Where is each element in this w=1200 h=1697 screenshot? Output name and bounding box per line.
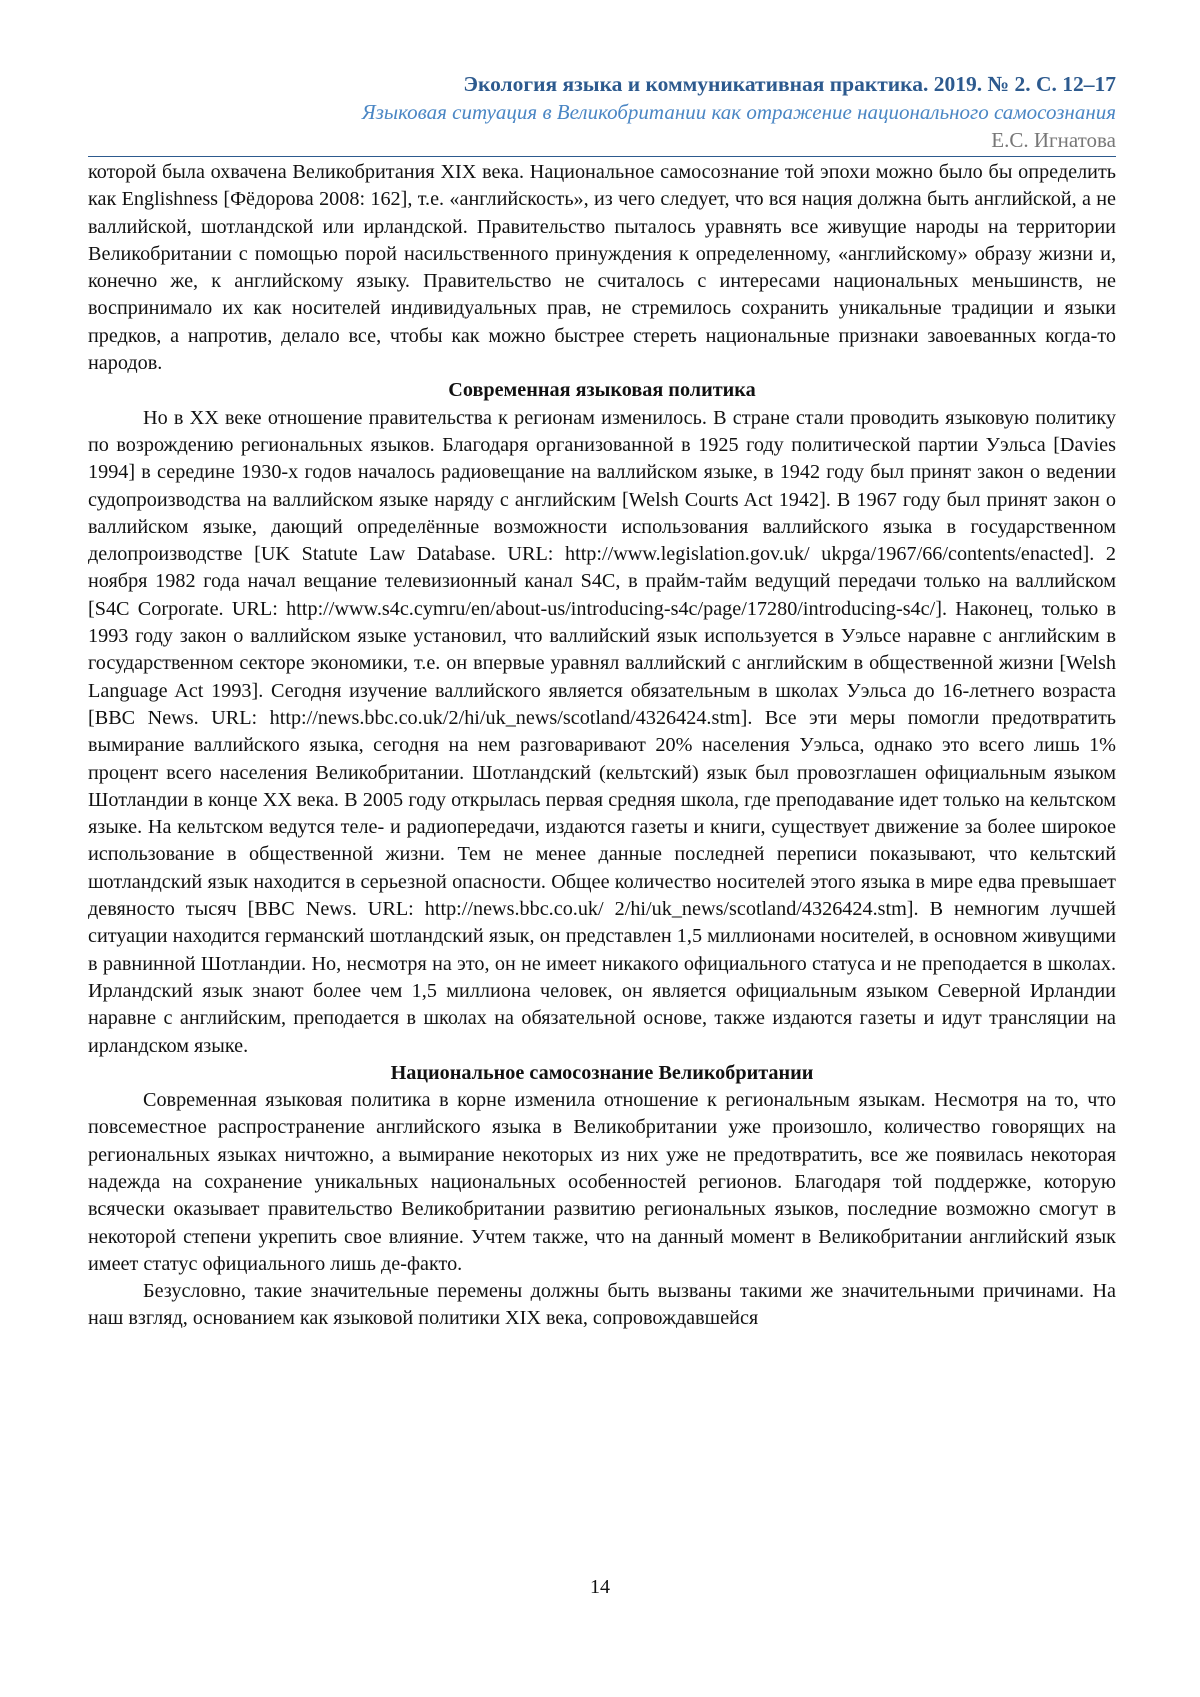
- author-name: Е.С. Игнатова: [88, 126, 1116, 154]
- page-number: 14: [0, 1576, 1200, 1599]
- running-header: [88, 70, 1116, 154]
- section-heading-national-identity: Национальное самосознание Великобритании: [88, 1060, 1116, 1087]
- paragraph-continued: которой была охвачена Великобритания XIX века. Национальное самосознание той эпохи можно было бы определить как Englishness [Фёдорова 2008: 162], т.е. «английскость», из чего следует, что вся нация должна быть английской, а не валлийской, шотландской или ирландской. Правительство пыталось уравнять все живущие народы на территории Великобритании с помощью порой насильственного принуждения к определенному, «английскому» образу жизни и, конечно же, к английскому языку. Правительство не считалось с интересами национальных меньшинств, не воспринимало их как носителей индивидуальных прав, не стремилось сохранить уникальные традиции и языки предков, а напротив, делало все, чтобы как можно быстрее стереть национальные признаки завоеванных когда-то народов.: [88, 159, 1116, 377]
- header-divider: [88, 156, 1116, 157]
- document-page: [0, 0, 1200, 1697]
- paragraph-national-identity: Современная языковая политика в корне изменила отношение к региональным языкам. Несмотря на то, что повсеместное распространение английского языка в Великобритании уже произошло, количество говорящих на региональных языках ничтожно, а вымирание некоторых из них уже не предотвратить, все же появилась некоторая надежда на сохранение уникальных национальных особенностей регионов. Благодаря той поддержке, которую всячески оказывает правительство Великобритании развитию региональных языков, последние возможно смогут в некоторой степени укрепить свое влияние. Учтем также, что на данный момент в Великобритании английский язык имеет статус официального лишь де-факто.: [88, 1087, 1116, 1278]
- section-heading-language-policy: Современная языковая политика: [88, 377, 1116, 404]
- paragraph-conclusion-start: Безусловно, такие значительные перемены должны быть вызваны такими же значительными причинами. На наш взгляд, основанием как языковой политики XIX века, сопровождавшейся: [88, 1278, 1116, 1333]
- article-title: Языковая ситуация в Великобритании как отражение национального самосознания: [88, 98, 1116, 126]
- paragraph-language-policy: Но в XX веке отношение правительства к регионам изменилось. В стране стали проводить языковую политику по возрождению региональных языков. Благодаря организованной в 1925 году политической партии Уэльса [Davies 1994] в середине 1930-х годов началось радиовещание на валлийском языке, в 1942 году был принят закон о ведении судопроизводства на валлийском языке наряду с английским [Welsh Courts Act 1942]. В 1967 году был принят закон о валлийском языке, дающий определённые возможности использования валлийского языка в государственном делопроизводстве [UK Statute Law Database. URL: http://www.legislation.gov.uk/ ukpga/1967/66/contents/enacted]. 2 ноября 1982 года начал вещание телевизионный канал S4C, в прайм-тайм ведущий передачи только на валлийском [S4C Corporate. URL: http://www.s4c.cymru/en/about-us/introducing-s4c/page/17280/introducing-s4c/]. Наконец, только в 1993 году закон о валлийском языке установил, что валлийский язык используется в Уэльсе наравне с английским в государственном секторе экономики, т.е. он впервые уравнял валлийский с английским в общественной жизни [Welsh Language Act 1993]. Сегодня изучение валлийского является обязательным в школах Уэльса до 16-летнего возраста [BBC News. URL: http://news.bbc.co.uk/2/hi/uk_news/scotland/4326424.stm]. Все эти меры помогли предотвратить вымирание валлийского языка, сегодня на нем разговаривают 20% населения Уэльса, однако это всего лишь 1% процент всего населения Великобритании. Шотландский (кельтский) язык был провозглашен официальным языком Шотландии в конце XX века. В 2005 году открылась первая средняя школа, где преподавание идет только на кельтском языке. На кельтском ведутся теле- и радиопередачи, издаются газеты и книги, существует движение за более широкое использование в общественной жизни. Тем не менее данные последней переписи показывают, что кельтский шотландский язык находится в серьезной опасности. Общее количество носителей этого языка в мире едва превышает девяносто тысяч [BBC News. URL: http://news.bbc.co.uk/ 2/hi/uk_news/scotland/4326424.stm]. В немногим лучшей ситуации находится германский шотландский язык, он представлен 1,5 миллионами носителей, в основном живущими в равнинной Шотландии. Но, несмотря на это, он не имеет никакого официального статуса и не преподается в школах. Ирландский язык знают более чем 1,5 миллиона человек, он является официальным языком Северной Ирландии наравне с английским, преподается в школах на обязательной основе, также издаются газеты и идут трансляции на ирландском языке.: [88, 405, 1116, 1060]
- journal-citation: Экология языка и коммуникативная практика. 2019. № 2. С. 12–17: [88, 70, 1116, 98]
- article-body: [88, 159, 1116, 1333]
